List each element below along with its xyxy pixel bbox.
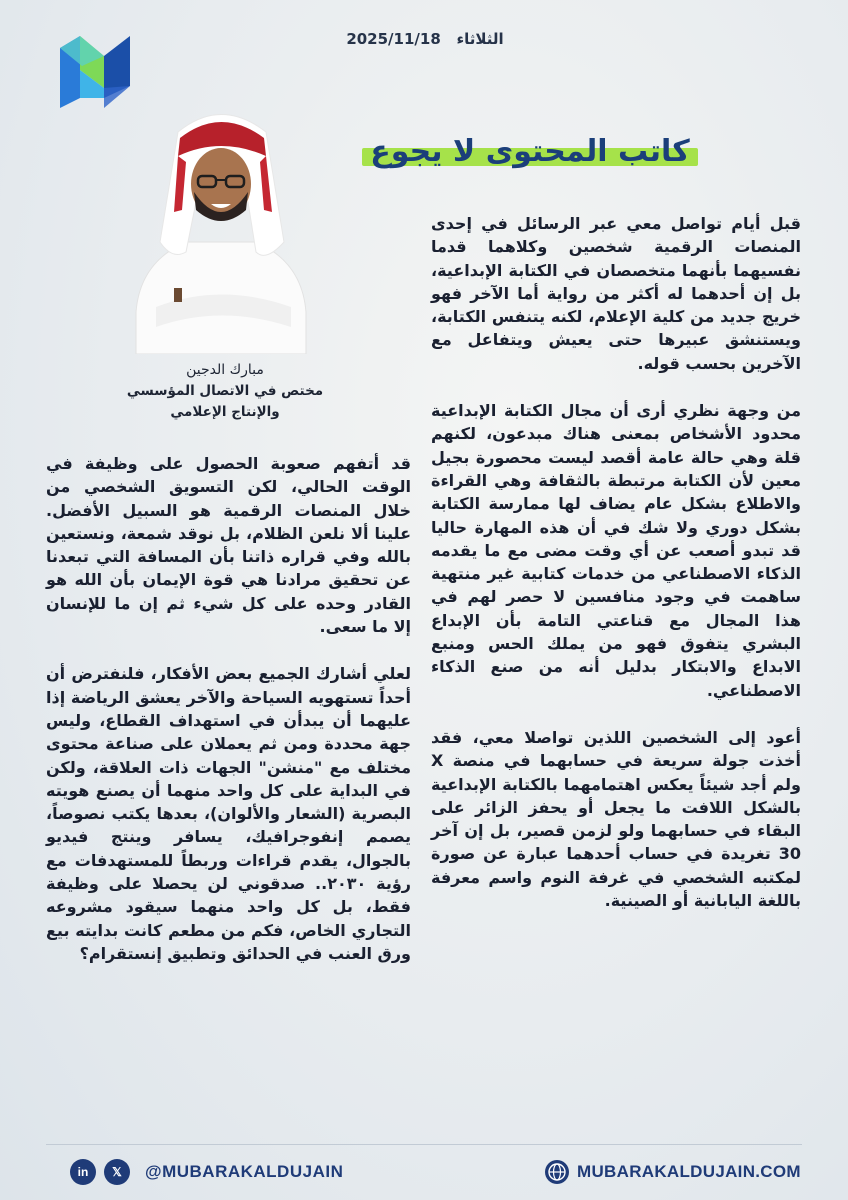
issue-date-value: 2025/11/18 <box>346 30 441 48</box>
article-paragraph: قبل أيام تواصل معي عبر الرسائل في إحدى المنصات الرقمية شخصين وكلاهما قدما نفسيهما بأنهما متخصصان في الكتابة الإبداعية، بل إن أحدهما له أكثر من رواية أما الآخر فهو خريج جديد من كلية الإعلام، لكنه يتنفس الكتابة، ويستنشق عبيرها حتى يعيش ويتفاعل مع الآخرين بحسب قوله. <box>431 214 801 373</box>
article-paragraph: من وجهة نظري أرى أن مجال الكتابة الإبداعية محدود الأشخاص بمعنى هناك مبدعون، لكنهم قلة وهي حالة عامة أقصد ليست محصورة بجيل معين لأن الكتابة مرتبطة بالثقافة وهي القراءة والاطلاع بشكل عام يضاف لها ممارسة الكتابة بشكل دوري ولا شك في أن هذه المهارة حاليا قد تبدو أصعب عن أي وقت مضى مع ما يقدمه الذكاء الاصطناعي من خدمات كتابية غير منتهية ساهمت في وجود منافسين لا حصر لهم في هذا المجال مع قناعتي التامة بأن الإبداع البشري يتفوق فهو من يملك الحس ومنبع الابداع والابتكار بدليل أنه من صنع الذكاء الاصطناعي. <box>431 401 801 700</box>
author-name: مبارك الدجين <box>186 362 264 378</box>
article-column-right <box>431 212 801 936</box>
x-icon[interactable] <box>104 1159 130 1185</box>
issue-date <box>300 30 550 48</box>
article-title: كاتب المحتوى لا يجوع <box>370 134 690 169</box>
globe-icon <box>544 1159 570 1185</box>
footer <box>0 1152 848 1192</box>
author-role-line2: والإنتاج الإعلامي <box>170 404 280 420</box>
author-role-line1: مختص في الاتصال المؤسسي <box>126 383 324 399</box>
social-handle-link[interactable]: @MUBARAKALDUJAIN <box>145 1162 344 1181</box>
linkedin-icon[interactable] <box>70 1159 96 1185</box>
author-caption <box>110 360 340 423</box>
article-column-left <box>46 452 411 989</box>
article-title-block <box>360 128 700 176</box>
author-portrait <box>116 92 326 354</box>
article-paragraph: قد أتفهم صعوبة الحصول على وظيفة في الوقت الحالي، لكن التسويق الشخصي من خلال المنصات الرقمية هو السبيل الأفضل. علينا ألا نلعن الظلام، بل نوقد شمعة، ونستعين بالله وفي قراره ذاتنا بأن المسافة التي تبعدنا عن تحقيق مرادنا هي قوة الإيمان بأن الله هو القادر وحده على كل شيء ثم إن ما للإنسان إلا ما سعى. <box>46 454 411 637</box>
website-link[interactable]: MUBARAKALDUJAIN.COM <box>577 1162 801 1181</box>
issue-day: الثلاثاء <box>456 30 504 48</box>
linkedin-label: in <box>77 1165 89 1179</box>
article-paragraph: أعود إلى الشخصين اللذين تواصلا معي، فقد أخذت جولة سريعة في حسابهما في منصة X ولم أجد شيئاً يعكس اهتمامهما بالكتابة الإبداعية بالشكل اللافت ما يجعل أو يحفز الزائر على البقاء في حسابهما ولو لزمن قصير، بل إن آخر 30 تغريدة في حساب أحدهما عبارة عن صورة لمكتبه الشخصي في غرفة النوم واسم معرفة باللغة اليابانية أو الصينية. <box>431 727 801 911</box>
article-paragraph: لعلي أشارك الجميع بعض الأفكار، فلنفترض أن أحداً تستهويه السياحة والآخر يعشق الرياضة إذا عليهما أن يبدأن في استهداف القطاع، وليس جهة محددة ومن ثم يعملان على صناعة محتوى مختلف مع "منشن" الجهات ذات العلاقة، ولكن في البداية على كل واحد منهما أن يصنع هويته البصرية (الشعار والألوان)، بعدها يكتب نصوصاً، يصمم إنفوجرافيك، يسافر وينتج فيديو بالجوال، يقدم قراءات وربطاً للمستهدفات مع رؤية ٢٠٣٠.. صدقوني لن يحصلا على وظيفة فقط، بل كل واحد منهما سيقود مشروعه التجاري الخاص، فكم من مطعم كانت بدايته بيع ورق العنب في الحدائق وتطبيق إنستقرام؟ <box>46 664 412 963</box>
x-label: 𝕏 <box>112 1165 122 1179</box>
footer-divider <box>46 1144 802 1145</box>
